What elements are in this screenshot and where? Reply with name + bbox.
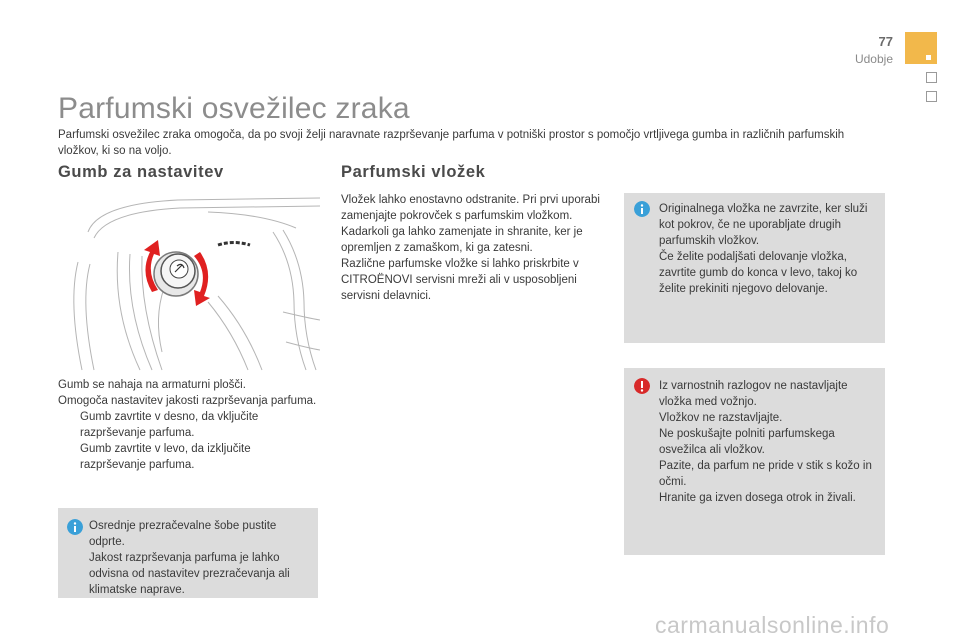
section-tab[interactable] [926, 72, 937, 83]
warning-box [624, 368, 885, 555]
heading-perfume-cartridge: Parfumski vložek [341, 163, 486, 181]
warning-text: Pazite, da parfum ne pride v stik s kožo in očmi. [659, 460, 872, 488]
list-item-text: Gumb zavrtite v levo, da izključite razprševanje parfuma. [80, 443, 251, 471]
info-icon [634, 201, 650, 217]
intro-paragraph: Parfumski osvežilec zraka omogoča, da po svoji želji naravnate razprševanje parfuma v potniški prostor s pomočjo vrtljivega gumba in različnih parfumskih vložkov, ki so na voljo. [58, 129, 845, 157]
section-name: Udobje [854, 52, 893, 66]
page-number: 77 [878, 34, 893, 49]
paragraph: Vložek lahko enostavno odstranite. Pri prvi uporabi zamenjajte pokrovček s parfumskim vložkom. [341, 194, 600, 222]
knob-illustration [58, 192, 320, 372]
middle-column-text [341, 192, 601, 304]
watermark: carmanualsonline.info [655, 612, 890, 638]
bullet-icon [58, 409, 80, 441]
list-item [58, 409, 318, 441]
text-line: Gumb se nahaja na armaturni plošči. [58, 379, 246, 391]
heading-adjustment-knob: Gumb za nastavitev [58, 163, 224, 181]
info-icon [67, 519, 83, 535]
text-line: Omogoča nastavitev jakosti razprševanja parfuma. [58, 395, 317, 407]
section-tab-active[interactable] [905, 32, 937, 64]
left-column-text [58, 377, 318, 473]
info-box [624, 193, 885, 343]
section-tab[interactable] [926, 91, 937, 102]
paragraph: Različne parfumske vložke si lahko priskrbite v CITROËNOVI servisni mreži ali v usposobljeni servisni delavnici. [341, 258, 579, 302]
page-title: Parfumski osvežilec zraka [58, 92, 410, 125]
info-text: Če želite podaljšati delovanje vložka, zavrtite gumb do konca v levo, takoj ko želite prekiniti njegovo delovanje. [659, 251, 858, 295]
warning-text: Iz varnostnih razlogov ne nastavljajte vložka med vožnjo. [659, 380, 848, 408]
bullet-icon [58, 441, 80, 473]
warning-icon [634, 378, 650, 394]
info-text: Jakost razprševanja parfuma je lahko odvisna od nastavitev prezračevanja ali klimatske naprave. [89, 552, 290, 596]
warning-text: Vložkov ne razstavljajte. [659, 412, 783, 424]
warning-text: Hranite ga izven dosega otrok in živali. [659, 492, 856, 504]
info-text: Osrednje prezračevalne šobe pustite odprte. [89, 520, 277, 548]
info-box [58, 508, 318, 598]
list-item-text: Gumb zavrtite v desno, da vključite razprševanje parfuma. [80, 411, 259, 439]
warning-text: Ne poskušajte polniti parfumskega osvežilca ali vložkov. [659, 428, 835, 456]
list-item [58, 441, 318, 473]
paragraph: Kadarkoli ga lahko zamenjate in shranite, ker je opremljen z zamaškom, ki ga zatesni. [341, 226, 583, 254]
info-text: Originalnega vložka ne zavrzite, ker služi kot pokrov, če ne uporabljate drugih parfumskih vložkov. [659, 203, 868, 247]
